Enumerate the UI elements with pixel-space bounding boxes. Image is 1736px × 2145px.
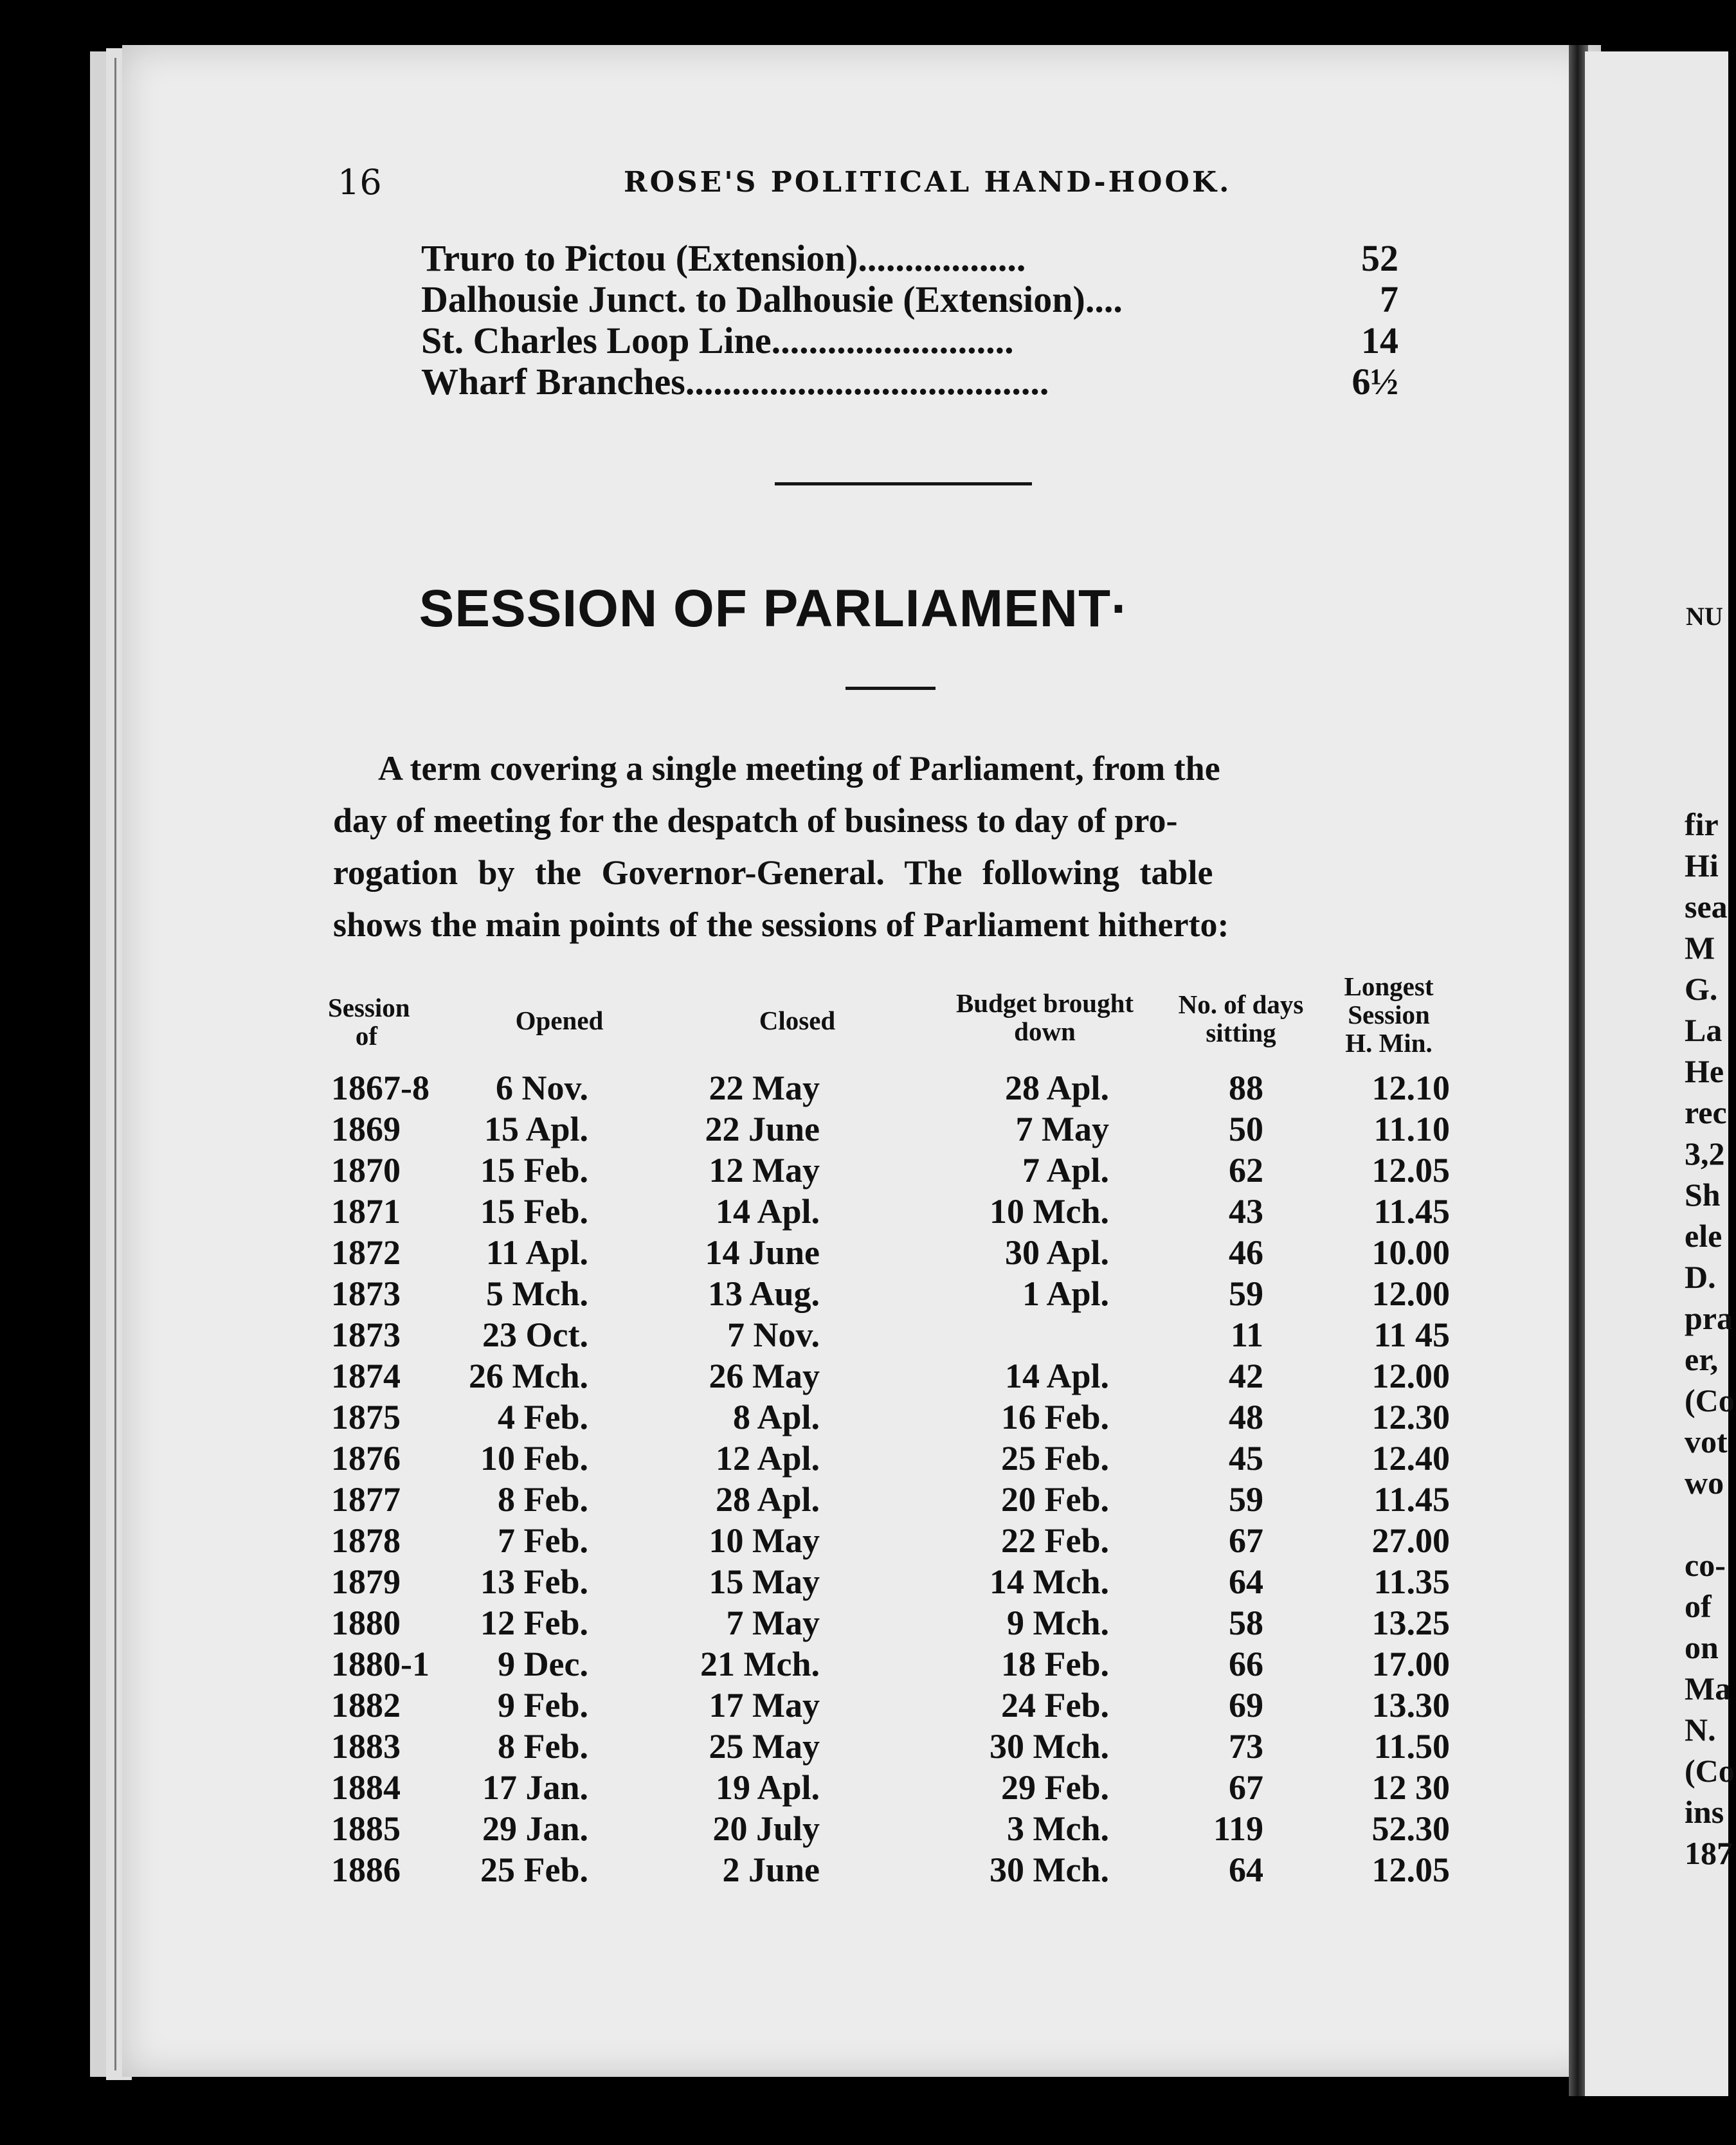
table-row xyxy=(331,1314,1463,1355)
facing-line: D. xyxy=(1685,1259,1716,1295)
cell-days: 66 xyxy=(1229,1645,1263,1683)
cell-session: 1870 xyxy=(331,1151,401,1190)
section-divider xyxy=(775,482,1032,485)
cell-budget: 1 Apl. xyxy=(1022,1274,1109,1313)
cell-budget: 25 Feb. xyxy=(1001,1439,1109,1478)
cell-days: 67 xyxy=(1229,1768,1263,1807)
cell-longest: 11 45 xyxy=(1373,1316,1450,1354)
column-header-label: Session of xyxy=(328,993,410,1051)
railway-line-name: Dalhousie Junct. to Dalhousie (Extension).... xyxy=(421,278,1123,320)
facing-page-text xyxy=(1685,804,1736,1874)
cell-closed: 14 June xyxy=(705,1233,820,1272)
column-header-session xyxy=(328,993,410,1051)
cell-opened: 15 Feb. xyxy=(480,1192,588,1231)
cell-closed: 17 May xyxy=(709,1686,820,1724)
cell-longest: 27.00 xyxy=(1371,1521,1450,1560)
table-row xyxy=(331,1767,1463,1808)
cell-session: 1883 xyxy=(331,1727,401,1766)
cell-closed: 12 Apl. xyxy=(715,1439,820,1478)
intro-line: day of meeting for the despatch of business to day of pro- xyxy=(333,801,1178,840)
table-row xyxy=(331,1602,1463,1643)
list-item xyxy=(421,361,1398,403)
cell-budget: 7 Apl. xyxy=(1022,1151,1109,1190)
facing-line: wo xyxy=(1685,1465,1724,1501)
cell-longest: 12.00 xyxy=(1371,1274,1450,1313)
cell-budget: 20 Feb. xyxy=(1001,1480,1109,1519)
running-title: ROSE'S POLITICAL HAND-HOOK. xyxy=(624,166,1232,199)
column-header-opened: Opened xyxy=(515,1006,604,1035)
table-row xyxy=(331,1397,1463,1438)
cell-closed: 28 Apl. xyxy=(715,1480,820,1519)
facing-line: fir xyxy=(1685,806,1719,842)
cell-session: 1874 xyxy=(331,1357,401,1395)
facing-page-heading: NU xyxy=(1686,602,1723,631)
intro-line: shows the main points of the sessions of Parliament hitherto: xyxy=(333,905,1229,944)
cell-closed: 25 May xyxy=(709,1727,820,1766)
cell-session: 1876 xyxy=(331,1439,401,1478)
facing-line: on xyxy=(1685,1629,1719,1665)
railway-line-name: St. Charles Loop Line.......................... xyxy=(421,320,1014,361)
cell-closed: 15 May xyxy=(709,1562,820,1601)
cell-longest: 13.25 xyxy=(1371,1604,1450,1642)
cell-days: 62 xyxy=(1229,1151,1263,1190)
cell-days: 64 xyxy=(1229,1851,1263,1889)
cell-opened: 8 Feb. xyxy=(498,1727,588,1766)
facing-line: 187 xyxy=(1685,1835,1733,1871)
cell-session: 1867-8 xyxy=(331,1069,429,1107)
facing-line: (Co xyxy=(1685,1382,1735,1418)
cell-opened: 12 Feb. xyxy=(480,1604,588,1642)
cell-closed: 20 July xyxy=(712,1809,820,1848)
table-row xyxy=(331,1150,1463,1191)
cell-closed: 7 Nov. xyxy=(727,1316,820,1354)
cell-budget: 10 Mch. xyxy=(990,1192,1109,1231)
facing-line xyxy=(1685,1503,1736,1544)
list-item xyxy=(421,279,1398,320)
table-row xyxy=(331,1067,1463,1109)
table-row xyxy=(331,1109,1463,1150)
facing-line: 3,2 xyxy=(1685,1136,1725,1172)
facing-line: sea xyxy=(1685,889,1728,925)
cell-opened: 10 Feb. xyxy=(480,1439,588,1478)
cell-days: 73 xyxy=(1229,1727,1263,1766)
list-item xyxy=(421,320,1398,361)
cell-days: 67 xyxy=(1229,1521,1263,1560)
facing-line: Sh xyxy=(1685,1177,1721,1213)
cell-opened: 6 Nov. xyxy=(495,1069,588,1107)
cell-opened: 5 Mch. xyxy=(486,1274,588,1313)
cell-days: 59 xyxy=(1229,1480,1263,1519)
cell-longest: 11.50 xyxy=(1373,1727,1450,1766)
railway-line-miles: 52 xyxy=(1361,237,1398,279)
table-row xyxy=(331,1232,1463,1273)
cell-longest: 52.30 xyxy=(1371,1809,1450,1848)
cell-budget: 30 Mch. xyxy=(990,1727,1109,1766)
cell-longest: 10.00 xyxy=(1371,1233,1450,1272)
cell-closed: 2 June xyxy=(722,1851,820,1889)
cell-session: 1879 xyxy=(331,1562,401,1601)
cell-days: 48 xyxy=(1229,1398,1263,1436)
cell-opened: 25 Feb. xyxy=(480,1851,588,1889)
cell-closed: 26 May xyxy=(709,1357,820,1395)
cell-closed: 22 June xyxy=(705,1110,820,1148)
cell-opened: 23 Oct. xyxy=(482,1316,588,1354)
cell-longest: 12.00 xyxy=(1371,1357,1450,1395)
cell-longest: 11.10 xyxy=(1373,1110,1450,1148)
table-row xyxy=(331,1726,1463,1767)
column-header-closed: Closed xyxy=(759,1006,836,1035)
cell-session: 1880 xyxy=(331,1604,401,1642)
cell-closed: 22 May xyxy=(709,1069,820,1107)
cell-opened: 9 Dec. xyxy=(498,1645,588,1683)
cell-longest: 12.40 xyxy=(1371,1439,1450,1478)
cell-longest: 11.45 xyxy=(1373,1192,1450,1231)
cell-session: 1873 xyxy=(331,1274,401,1313)
cell-days: 46 xyxy=(1229,1233,1263,1272)
cell-session: 1884 xyxy=(331,1768,401,1807)
cell-closed: 13 Aug. xyxy=(707,1274,820,1313)
table-row xyxy=(331,1520,1463,1561)
column-header-units: H. Min. xyxy=(1345,1028,1433,1058)
facing-line: He xyxy=(1685,1053,1724,1089)
page-edge-line xyxy=(114,58,116,2070)
facing-line: er, xyxy=(1685,1341,1719,1377)
cell-days: 42 xyxy=(1229,1357,1263,1395)
cell-opened: 17 Jan. xyxy=(482,1768,588,1807)
railway-line-name: Truro to Pictou (Extension).................. xyxy=(421,237,1026,279)
running-head xyxy=(338,162,1546,207)
cell-budget: 30 Apl. xyxy=(1004,1233,1109,1272)
cell-longest: 12.05 xyxy=(1371,1151,1450,1190)
intro-line: rogation by the Governor-General. The following table xyxy=(333,853,1213,892)
cell-session: 1872 xyxy=(331,1233,401,1272)
cell-opened: 7 Feb. xyxy=(498,1521,588,1560)
cell-session: 1886 xyxy=(331,1851,401,1889)
cell-budget: 18 Feb. xyxy=(1001,1645,1109,1683)
facing-line: vot xyxy=(1685,1424,1728,1460)
cell-days: 69 xyxy=(1229,1686,1263,1724)
cell-session: 1877 xyxy=(331,1480,401,1519)
facing-line: G. xyxy=(1685,971,1718,1007)
column-header-budget: Budget brought down xyxy=(955,988,1134,1046)
cell-closed: 19 Apl. xyxy=(715,1768,820,1807)
page-number: 16 xyxy=(338,162,382,203)
cell-opened: 15 Feb. xyxy=(480,1151,588,1190)
cell-budget: 16 Feb. xyxy=(1001,1398,1109,1436)
sessions-table xyxy=(331,1067,1463,1890)
cell-longest: 12.05 xyxy=(1371,1851,1450,1889)
facing-line: Hi xyxy=(1685,847,1719,883)
railway-line-name: Wharf Branches....................................... xyxy=(421,361,1049,403)
cell-opened: 9 Feb. xyxy=(498,1686,588,1724)
cell-session: 1871 xyxy=(331,1192,401,1231)
cell-days: 59 xyxy=(1229,1274,1263,1313)
title-underline xyxy=(845,687,936,690)
cell-session: 1878 xyxy=(331,1521,401,1560)
table-row xyxy=(331,1479,1463,1520)
facing-line: pra xyxy=(1685,1300,1733,1336)
table-row xyxy=(331,1273,1463,1314)
facing-line: M xyxy=(1685,930,1715,966)
facing-line: N. xyxy=(1685,1712,1716,1748)
facing-line: (Co xyxy=(1685,1753,1735,1789)
section-title: SESSION OF PARLIAMENT· xyxy=(419,579,1130,638)
cell-closed: 7 May xyxy=(726,1604,820,1642)
cell-opened: 11 Apl. xyxy=(485,1233,588,1272)
cell-session: 1873 xyxy=(331,1316,401,1354)
cell-session: 1875 xyxy=(331,1398,401,1436)
cell-closed: 14 Apl. xyxy=(715,1192,820,1231)
cell-budget: 9 Mch. xyxy=(1007,1604,1109,1642)
cell-budget: 22 Feb. xyxy=(1001,1521,1109,1560)
table-row xyxy=(331,1643,1463,1685)
cell-budget: 3 Mch. xyxy=(1007,1809,1109,1848)
table-row xyxy=(331,1438,1463,1479)
railway-lines-list xyxy=(421,238,1398,403)
cell-session: 1882 xyxy=(331,1686,401,1724)
table-row xyxy=(331,1685,1463,1726)
column-header-days: No. of days sitting xyxy=(1178,990,1304,1047)
cell-longest: 17.00 xyxy=(1371,1645,1450,1683)
table-row xyxy=(331,1849,1463,1890)
table-row xyxy=(331,1355,1463,1397)
facing-line: co- xyxy=(1685,1547,1726,1583)
cell-budget: 14 Mch. xyxy=(990,1562,1109,1601)
cell-opened: 13 Feb. xyxy=(480,1562,588,1601)
intro-line: A term covering a single meeting of Parliament, from the xyxy=(378,749,1220,788)
cell-opened: 4 Feb. xyxy=(498,1398,588,1436)
cell-budget: 30 Mch. xyxy=(990,1851,1109,1889)
facing-line: rec xyxy=(1685,1094,1727,1130)
cell-session: 1869 xyxy=(331,1110,401,1148)
table-row xyxy=(331,1561,1463,1602)
intro-paragraph xyxy=(333,743,1455,951)
railway-line-miles: 7 xyxy=(1380,278,1398,320)
cell-days: 64 xyxy=(1229,1562,1263,1601)
cell-closed: 12 May xyxy=(709,1151,820,1190)
column-header-longest xyxy=(1325,972,1453,1057)
cell-budget: 7 May xyxy=(1015,1110,1109,1148)
cell-opened: 15 Apl. xyxy=(484,1110,588,1148)
facing-line: Ma xyxy=(1685,1670,1731,1706)
cell-longest: 12.10 xyxy=(1371,1069,1450,1107)
cell-longest: 13.30 xyxy=(1371,1686,1450,1724)
list-item xyxy=(421,238,1398,279)
cell-closed: 21 Mch. xyxy=(700,1645,820,1683)
railway-line-miles: 6½ xyxy=(1352,361,1398,403)
cell-session: 1885 xyxy=(331,1809,401,1848)
facing-line: ins xyxy=(1685,1794,1724,1830)
railway-line-miles: 14 xyxy=(1361,320,1398,361)
cell-days: 88 xyxy=(1229,1069,1263,1107)
facing-line: La xyxy=(1685,1012,1722,1048)
cell-days: 119 xyxy=(1213,1809,1263,1848)
cell-opened: 8 Feb. xyxy=(498,1480,588,1519)
cell-longest: 12.30 xyxy=(1371,1398,1450,1436)
cell-longest: 11.35 xyxy=(1373,1562,1450,1601)
cell-budget: 28 Apl. xyxy=(1004,1069,1109,1107)
cell-longest: 12 30 xyxy=(1371,1768,1450,1807)
cell-days: 11 xyxy=(1230,1316,1263,1354)
cell-longest: 11.45 xyxy=(1373,1480,1450,1519)
cell-days: 45 xyxy=(1229,1439,1263,1478)
cell-days: 50 xyxy=(1229,1110,1263,1148)
column-header-label: Longest Session xyxy=(1344,972,1434,1029)
cell-budget: 24 Feb. xyxy=(1001,1686,1109,1724)
table-row xyxy=(331,1808,1463,1849)
cell-days: 58 xyxy=(1229,1604,1263,1642)
cell-closed: 10 May xyxy=(709,1521,820,1560)
cell-closed: 8 Apl. xyxy=(732,1398,820,1436)
cell-budget: 14 Apl. xyxy=(1004,1357,1109,1395)
facing-line: ele xyxy=(1685,1218,1722,1254)
table-row xyxy=(331,1191,1463,1232)
cell-days: 43 xyxy=(1229,1192,1263,1231)
cell-budget: 29 Feb. xyxy=(1001,1768,1109,1807)
facing-line: of xyxy=(1685,1588,1712,1624)
cell-opened: 29 Jan. xyxy=(482,1809,588,1848)
cell-session: 1880-1 xyxy=(331,1645,429,1683)
cell-opened: 26 Mch. xyxy=(469,1357,588,1395)
